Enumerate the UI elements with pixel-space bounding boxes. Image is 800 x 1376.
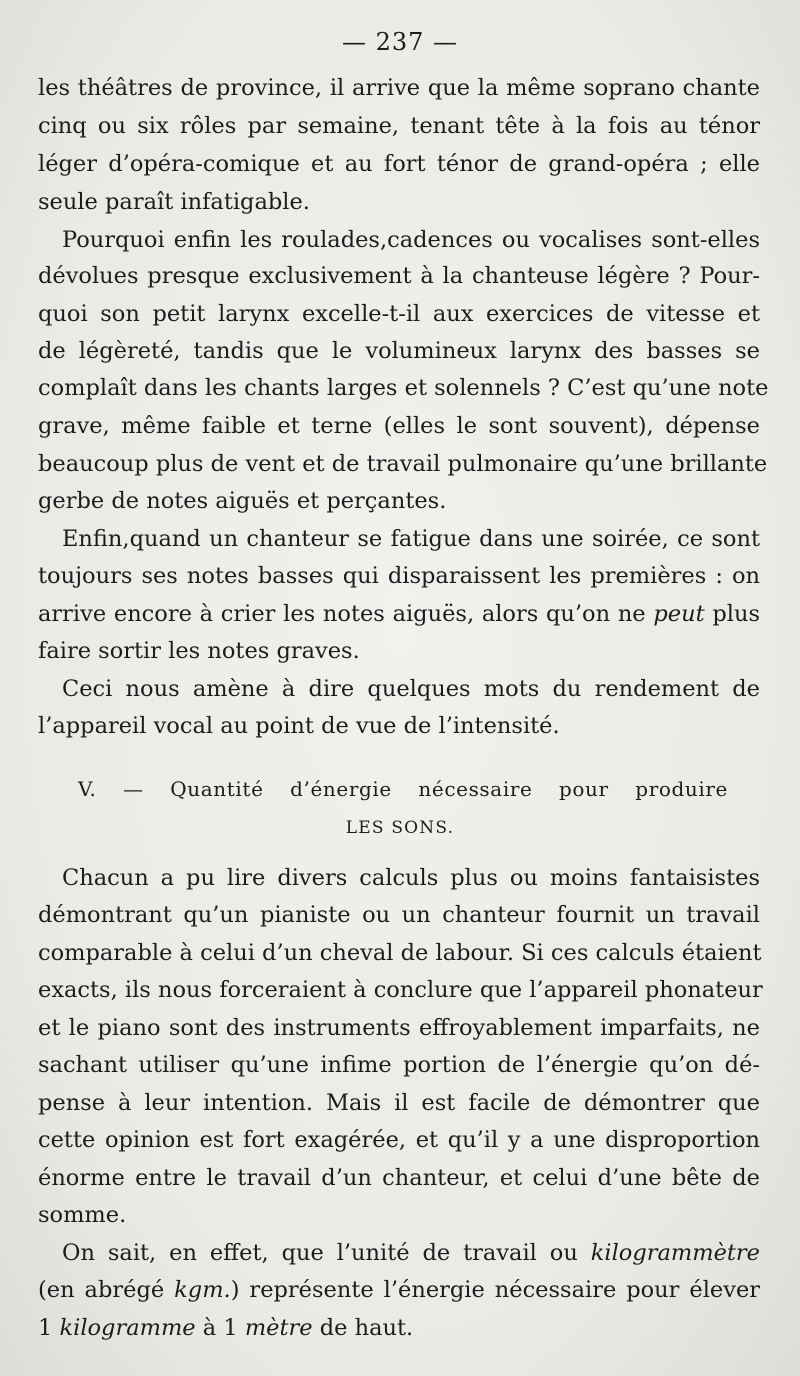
italic-word: kilogrammètre	[590, 1240, 760, 1266]
text-line: grave, même faible et terne (elles le sont souvent), dépense	[38, 413, 760, 439]
text-line-with-italic	[38, 1310, 760, 1346]
text-line: sachant utiliser qu’une infime portion de l’énergie qu’on dé-	[38, 1052, 760, 1078]
text-segment: ) représente l’énergie nécessaire pour élever	[230, 1277, 761, 1303]
italic-word: kilogramme	[59, 1315, 196, 1341]
text-line: les théâtres de province, il arrive que la même soprano chante	[38, 75, 760, 101]
text-line: quoi son petit larynx excelle-t-il aux exercices de vitesse et	[38, 301, 760, 327]
text-segment: arrive encore à crier les notes aiguës, alors qu’on ne	[38, 601, 646, 627]
text-line-with-italic	[38, 1272, 760, 1308]
text-segment: (en abrégé	[38, 1277, 165, 1303]
text-line: Pourquoi enfin les roulades,cadences ou vocalises sont-elles	[62, 227, 760, 253]
text-segment: de haut.	[319, 1315, 414, 1341]
text-line: cette opinion est fort exagérée, et qu’il y a une disproportion	[38, 1127, 760, 1153]
text-line: gerbe de notes aiguës et perçantes.	[38, 488, 447, 514]
text-segment: On sait, en effet, que l’unité de travail ou	[62, 1240, 578, 1266]
italic-word: peut	[653, 601, 705, 627]
text-line: dévolues presque exclusivement à la chanteuse légère ? Pour-	[38, 263, 760, 289]
text-line: faire sortir les notes graves.	[38, 638, 360, 664]
text-line: l’appareil vocal au point de vue de l’intensité.	[38, 713, 560, 739]
text-line: démontrant qu’un pianiste ou un chanteur fournit un travail	[38, 902, 760, 928]
text-line: comparable à celui d’un cheval de labour. Si ces calculs étaient	[38, 940, 762, 966]
text-line-with-italic	[38, 596, 760, 632]
text-line: Ceci nous amène à dire quelques mots du rendement de	[62, 676, 760, 702]
text-line: complaît dans les chants larges et solennels ? C’est qu’une note	[38, 375, 769, 401]
text-line: seule paraît infatigable.	[38, 189, 310, 215]
text-segment: plus	[712, 601, 760, 627]
text-line: Chacun a pu lire divers calculs plus ou moins fantaisistes	[62, 865, 760, 891]
text-line-with-italic	[62, 1235, 760, 1271]
text-line: de légèreté, tandis que le volumineux larynx des basses se	[38, 338, 760, 364]
italic-word: mètre	[244, 1315, 313, 1341]
text-line: cinq ou six rôles par semaine, tenant tête à la fois au ténor	[38, 113, 760, 139]
text-line: énorme entre le travail d’un chanteur, et celui d’une bête de	[38, 1165, 760, 1191]
section-heading-continued: LES SONS.	[345, 818, 455, 838]
text-line: beaucoup plus de vent et de travail pulmonaire qu’une brillante	[38, 451, 768, 477]
text-line: et le piano sont des instruments effroyablement imparfaits, ne	[38, 1015, 760, 1041]
text-line: exacts, ils nous forceraient à conclure que l’appareil phonateur	[38, 977, 763, 1003]
page-number: — 237 —	[341, 28, 459, 56]
section-heading: V. — Quantité d’énergie nécessaire pour produire	[78, 777, 728, 801]
text-line: toujours ses notes basses qui disparaissent les premières : on	[38, 563, 760, 589]
italic-word: kgm.	[174, 1277, 231, 1303]
text-line: léger d’opéra-comique et au fort ténor de grand-opéra ; elle	[38, 151, 760, 177]
text-line: pense à leur intention. Mais il est facile de démontrer que	[38, 1090, 760, 1116]
text-line: somme.	[38, 1202, 127, 1228]
text-segment: à 1	[202, 1315, 238, 1341]
text-line: Enfin,quand un chanteur se fatigue dans une soirée, ce sont	[62, 526, 760, 552]
text-segment: 1	[38, 1315, 53, 1341]
